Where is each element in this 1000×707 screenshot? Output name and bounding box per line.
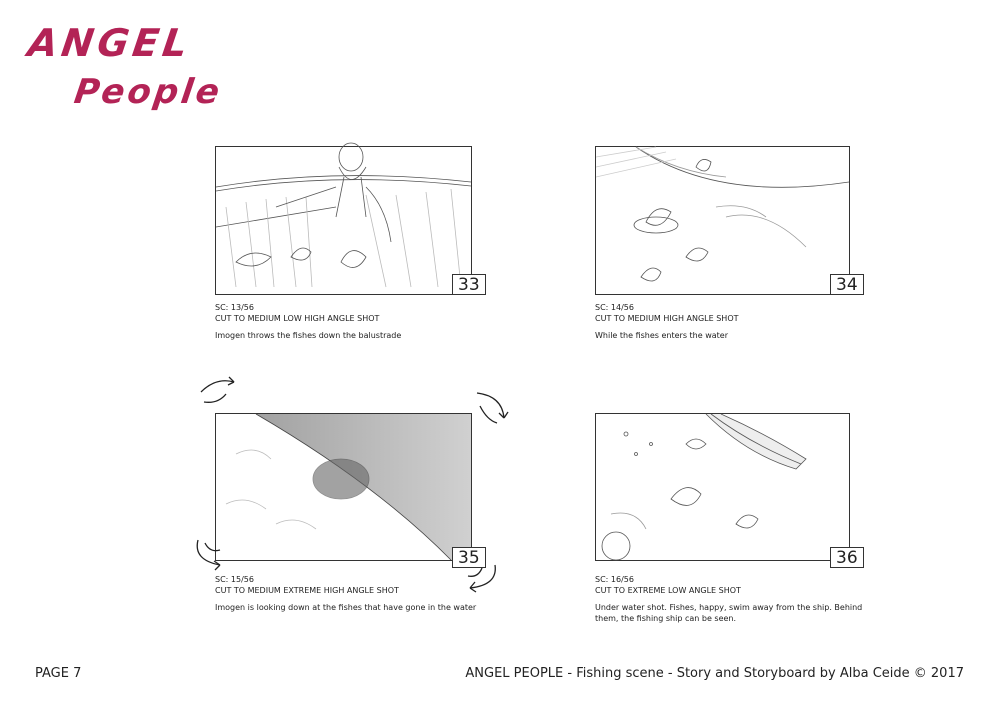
sketch-35 (216, 414, 471, 560)
scene-count: SC: 13/56 (215, 303, 254, 312)
panel-number-33: 33 (452, 274, 486, 295)
panel-caption-33 (215, 302, 495, 341)
logo-line2: People (71, 72, 225, 112)
sketch-34 (596, 147, 849, 294)
rotate-arrow-icon (196, 372, 241, 406)
sketch-33 (216, 147, 471, 294)
shot-type: CUT TO MEDIUM EXTREME HIGH ANGLE SHOT (215, 586, 399, 595)
panel-number-36: 36 (830, 547, 864, 568)
angel-people-logo (25, 18, 225, 113)
shot-type: CUT TO MEDIUM LOW HIGH ANGLE SHOT (215, 314, 380, 323)
shot-description: Under water shot. Fishes, happy, swim away from the ship. Behind them, the fishing ship can be seen. (595, 603, 863, 623)
scene-count: SC: 14/56 (595, 303, 634, 312)
shot-type: CUT TO MEDIUM HIGH ANGLE SHOT (595, 314, 739, 323)
scene-count: SC: 15/56 (215, 575, 254, 584)
scene-count: SC: 16/56 (595, 575, 634, 584)
logo-line1: ANGEL (25, 22, 194, 66)
panel-frame-36 (595, 413, 850, 561)
panel-number-34: 34 (830, 274, 864, 295)
panel-number-35: 35 (452, 547, 486, 568)
panel-caption-34 (595, 302, 875, 341)
panel-caption-36 (595, 574, 870, 624)
rotate-arrow-icon (460, 560, 502, 596)
shot-description: Imogen throws the fishes down the balustrade (215, 331, 402, 340)
shot-description: Imogen is looking down at the fishes that have gone in the water (215, 603, 477, 612)
shot-description: While the fishes enters the water (595, 331, 728, 340)
panel-frame-35 (215, 413, 472, 561)
rotate-arrow-icon (190, 535, 230, 575)
page-number: PAGE 7 (35, 666, 82, 681)
panel-frame-34 (595, 146, 850, 295)
rotate-arrow-icon (472, 388, 510, 428)
sketch-36 (596, 414, 849, 560)
shot-type: CUT TO EXTREME LOW ANGLE SHOT (595, 586, 741, 595)
footer-credit: ANGEL PEOPLE - Fishing scene - Story and Storyboard by Alba Ceide © 2017 (465, 666, 964, 681)
panel-frame-33 (215, 146, 472, 295)
